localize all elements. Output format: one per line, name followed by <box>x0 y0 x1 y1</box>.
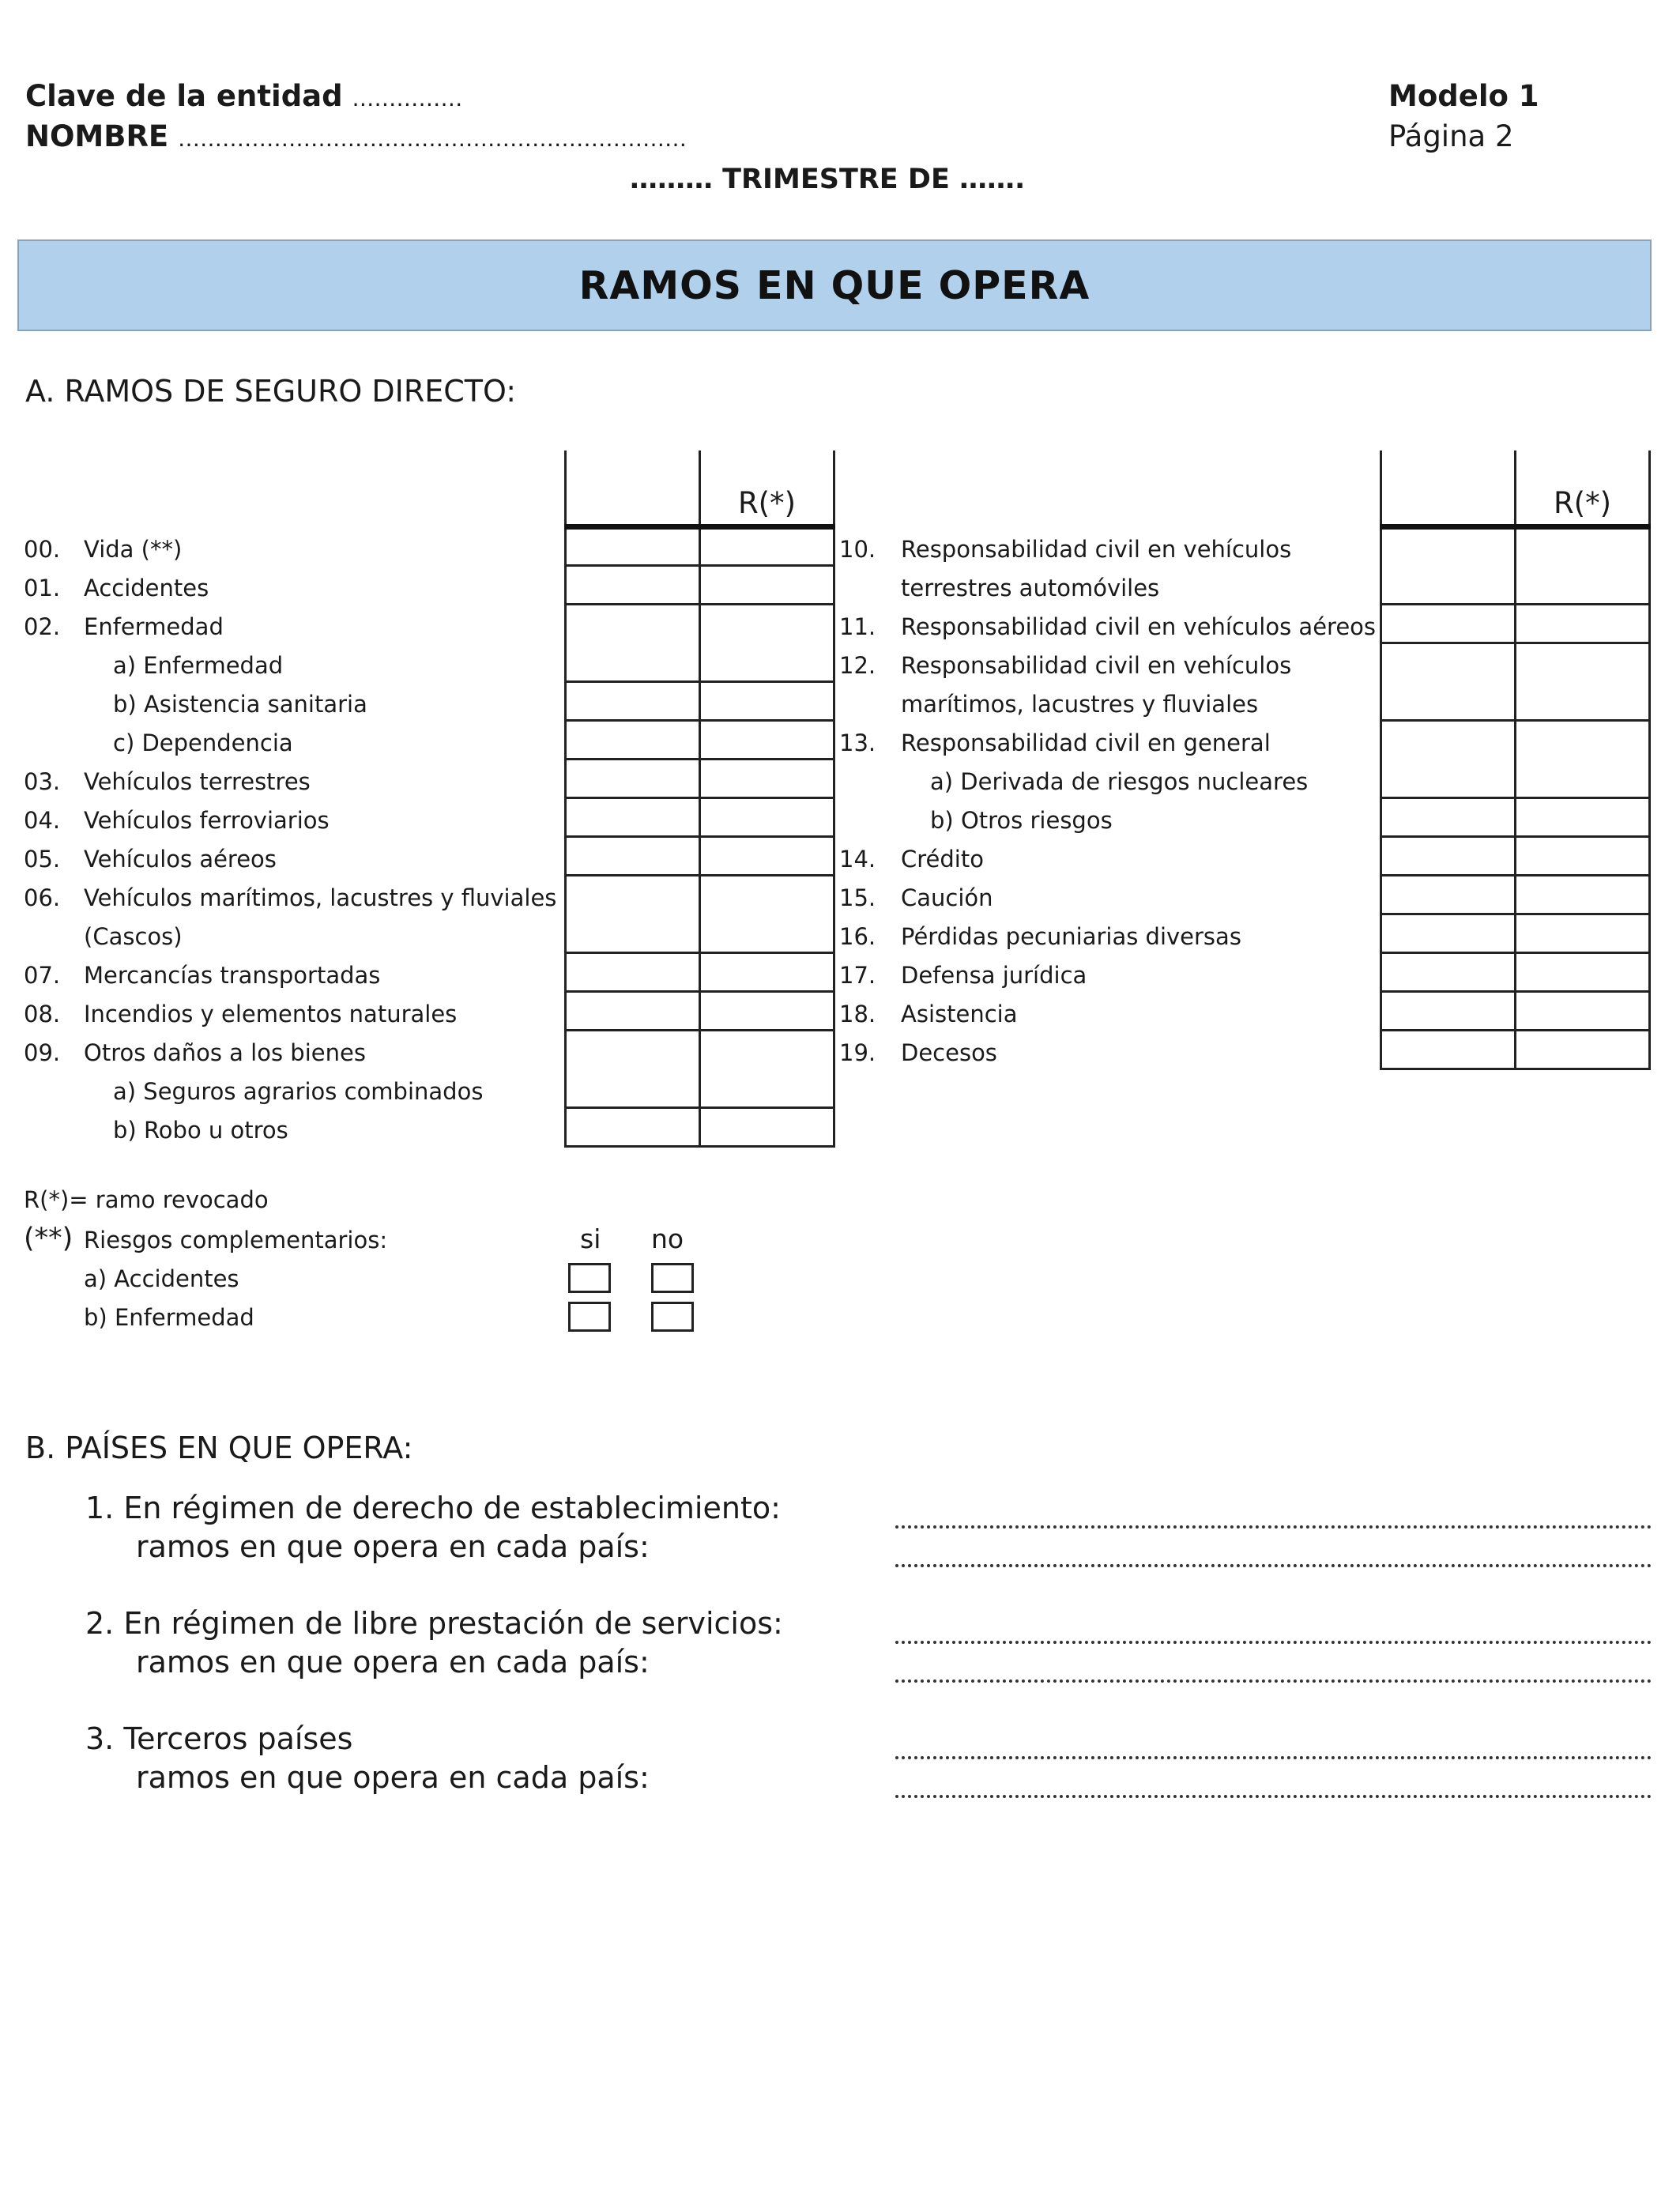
item-label: a) Seguros agrarios combinados <box>113 1078 484 1105</box>
grid-cell-r[interactable] <box>700 604 834 681</box>
grid-cell-r[interactable] <box>700 836 834 875</box>
item-label: Asistencia <box>901 1001 1018 1027</box>
enfermedad-no-checkbox[interactable] <box>651 1302 694 1332</box>
item-num: 15. <box>839 884 876 911</box>
grid-cell[interactable] <box>1381 720 1516 797</box>
grid-header-r: R(*) <box>1516 450 1650 526</box>
item-label: Responsabilidad civil en general <box>901 729 1271 756</box>
grid-header-row <box>1381 450 1650 526</box>
grid-cell[interactable] <box>566 991 700 1030</box>
grid-cell-r[interactable] <box>700 1030 834 1107</box>
grid-cell[interactable] <box>1381 952 1516 991</box>
grid-cell-r[interactable] <box>700 720 834 759</box>
item-num: 10. <box>839 536 876 563</box>
nombre-label: NOMBRE <box>25 119 169 153</box>
pais-item-3-line2: ramos en que opera en cada país: <box>136 1760 650 1795</box>
enfermedad-si-checkbox[interactable] <box>568 1302 611 1332</box>
pais-1-ramos-field[interactable] <box>895 1564 1652 1567</box>
item-num: 00. <box>24 536 61 563</box>
riesgo-enfermedad-label: b) Enfermedad <box>84 1304 254 1331</box>
grid-cell[interactable] <box>1381 604 1516 643</box>
item-num: 18. <box>839 1001 876 1027</box>
accidentes-no-checkbox[interactable] <box>651 1263 694 1293</box>
grid-cell-r[interactable] <box>1516 720 1650 797</box>
grid-cell-r[interactable] <box>1516 991 1650 1030</box>
item-label: Otros daños a los bienes <box>84 1039 366 1066</box>
footnote-r: R(*)= ramo revocado <box>24 1186 269 1213</box>
grid-cell[interactable] <box>566 681 700 720</box>
grid-cell-r[interactable] <box>1516 797 1650 836</box>
pais-3-field[interactable] <box>895 1756 1652 1759</box>
grid-cell[interactable] <box>1381 875 1516 914</box>
item-label: Decesos <box>901 1039 997 1066</box>
no-label: no <box>651 1223 684 1254</box>
pais-2-field[interactable] <box>895 1641 1652 1644</box>
modelo-label: Modelo 1 <box>1388 79 1539 113</box>
grid-cell-r[interactable] <box>1516 604 1650 643</box>
item-num: 16. <box>839 923 876 950</box>
item-label: b) Otros riesgos <box>930 807 1113 834</box>
grid-cell[interactable] <box>566 1107 700 1146</box>
section-b-title: B. PAÍSES EN QUE OPERA: <box>25 1431 413 1465</box>
grid-cell[interactable] <box>1381 643 1516 720</box>
left-ramos-grid <box>564 450 835 1148</box>
riesgo-accidentes-label: a) Accidentes <box>84 1265 239 1292</box>
item-label: Caución <box>901 884 993 911</box>
grid-cell[interactable] <box>566 797 700 836</box>
grid-cell-r[interactable] <box>1516 643 1650 720</box>
grid-cell[interactable] <box>566 952 700 991</box>
item-num: 04. <box>24 807 61 834</box>
grid-cell-r[interactable] <box>1516 875 1650 914</box>
nombre-line <box>25 119 687 153</box>
pais-1-field[interactable] <box>895 1525 1652 1529</box>
item-num: 17. <box>839 962 876 989</box>
grid-cell[interactable] <box>566 1030 700 1107</box>
item-label: c) Dependencia <box>113 729 293 756</box>
grid-header-r: R(*) <box>700 450 834 526</box>
pais-item-3-line1: 3. Terceros países <box>85 1721 353 1756</box>
trimestre-line[interactable]: ……… TRIMESTRE DE ……. <box>630 164 1026 195</box>
item-label: Accidentes <box>84 575 209 601</box>
grid-cell[interactable] <box>1381 914 1516 952</box>
item-label: Vida (**) <box>84 536 183 563</box>
item-num: 05. <box>24 846 61 873</box>
grid-cell[interactable] <box>566 759 700 797</box>
grid-cell-r[interactable] <box>1516 914 1650 952</box>
item-num: 08. <box>24 1001 61 1027</box>
pais-item-1-line2: ramos en que opera en cada país: <box>136 1529 650 1564</box>
item-label: Responsabilidad civil en vehículos aéreos <box>901 613 1377 640</box>
section-a-title: A. RAMOS DE SEGURO DIRECTO: <box>25 374 517 409</box>
item-label: a) Enfermedad <box>113 652 284 679</box>
item-label: Vehículos marítimos, lacustres y fluviales <box>84 884 557 911</box>
grid-cell-r[interactable] <box>1516 1030 1650 1069</box>
item-label: Responsabilidad civil en vehículos <box>901 536 1292 563</box>
banner-title: RAMOS EN QUE OPERA <box>578 262 1090 308</box>
item-num: 12. <box>839 652 876 679</box>
pais-item-1-line1: 1. En régimen de derecho de establecimiento: <box>85 1491 781 1525</box>
grid-cell-r[interactable] <box>1516 952 1650 991</box>
grid-cell-r[interactable] <box>700 681 834 720</box>
item-label: Responsabilidad civil en vehículos <box>901 652 1292 679</box>
item-label: Defensa jurídica <box>901 962 1087 989</box>
riesgos-label: Riesgos complementarios: <box>84 1227 388 1253</box>
grid-header-blank <box>566 450 700 526</box>
item-label: Crédito <box>901 846 984 873</box>
footnote-star: (**) <box>24 1223 73 1254</box>
item-label: Vehículos terrestres <box>84 768 311 795</box>
grid-cell-r[interactable] <box>700 952 834 991</box>
nombre-dots[interactable]: …………………………………………………………… <box>177 126 687 152</box>
grid-cell[interactable] <box>1381 836 1516 875</box>
item-num: 11. <box>839 613 876 640</box>
item-label: Vehículos ferroviarios <box>84 807 330 834</box>
grid-cell-r[interactable] <box>1516 836 1650 875</box>
grid-cell-r[interactable] <box>700 797 834 836</box>
item-label: b) Robo u otros <box>113 1117 288 1144</box>
item-label: (Cascos) <box>84 923 183 950</box>
grid-cell-r[interactable] <box>700 565 834 604</box>
item-num: 03. <box>24 768 61 795</box>
grid-cell[interactable] <box>1381 526 1516 604</box>
grid-cell[interactable] <box>566 875 700 952</box>
item-label: terrestres automóviles <box>901 575 1160 601</box>
item-label: marítimos, lacustres y fluviales <box>901 691 1259 718</box>
item-label: Pérdidas pecuniarias diversas <box>901 923 1241 950</box>
grid-cell[interactable] <box>1381 797 1516 836</box>
item-num: 02. <box>24 613 61 640</box>
grid-header-row <box>566 450 834 526</box>
item-label: Incendios y elementos naturales <box>84 1001 458 1027</box>
grid-cell[interactable] <box>566 836 700 875</box>
clave-line <box>25 79 462 113</box>
grid-header-blank <box>1381 450 1516 526</box>
item-label: a) Derivada de riesgos nucleares <box>930 768 1309 795</box>
pais-3-ramos-field[interactable] <box>895 1795 1652 1798</box>
item-num: 01. <box>24 575 61 601</box>
grid-cell[interactable] <box>566 604 700 681</box>
pais-item-2-line2: ramos en que opera en cada país: <box>136 1645 650 1679</box>
item-num: 19. <box>839 1039 876 1066</box>
grid-cell[interactable] <box>566 565 700 604</box>
clave-label: Clave de la entidad <box>25 79 343 113</box>
item-label: Mercancías transportadas <box>84 962 381 989</box>
clave-dots[interactable]: …………… <box>352 85 463 111</box>
pagina-label: Página 2 <box>1388 119 1514 153</box>
grid-cell[interactable] <box>1381 1030 1516 1069</box>
grid-cell-r[interactable] <box>700 875 834 952</box>
si-label: si <box>580 1223 601 1254</box>
item-label: b) Asistencia sanitaria <box>113 691 367 718</box>
grid-cell-r[interactable] <box>700 991 834 1030</box>
item-num: 09. <box>24 1039 61 1066</box>
item-num: 07. <box>24 962 61 989</box>
grid-cell-r[interactable] <box>700 759 834 797</box>
item-num: 13. <box>839 729 876 756</box>
item-label: Enfermedad <box>84 613 224 640</box>
grid-cell[interactable] <box>566 526 700 565</box>
accidentes-si-checkbox[interactable] <box>568 1263 611 1293</box>
item-label: Vehículos aéreos <box>84 846 277 873</box>
grid-cell-r[interactable] <box>700 1107 834 1146</box>
grid-cell[interactable] <box>1381 991 1516 1030</box>
grid-cell-r[interactable] <box>1516 526 1650 604</box>
grid-cell[interactable] <box>566 720 700 759</box>
right-ramos-grid <box>1380 450 1651 1070</box>
grid-cell-r[interactable] <box>700 526 834 565</box>
item-num: 14. <box>839 846 876 873</box>
pais-item-2-line1: 2. En régimen de libre prestación de servicios: <box>85 1606 783 1641</box>
item-num: 06. <box>24 884 61 911</box>
pais-2-ramos-field[interactable] <box>895 1679 1652 1683</box>
title-banner <box>17 239 1652 331</box>
